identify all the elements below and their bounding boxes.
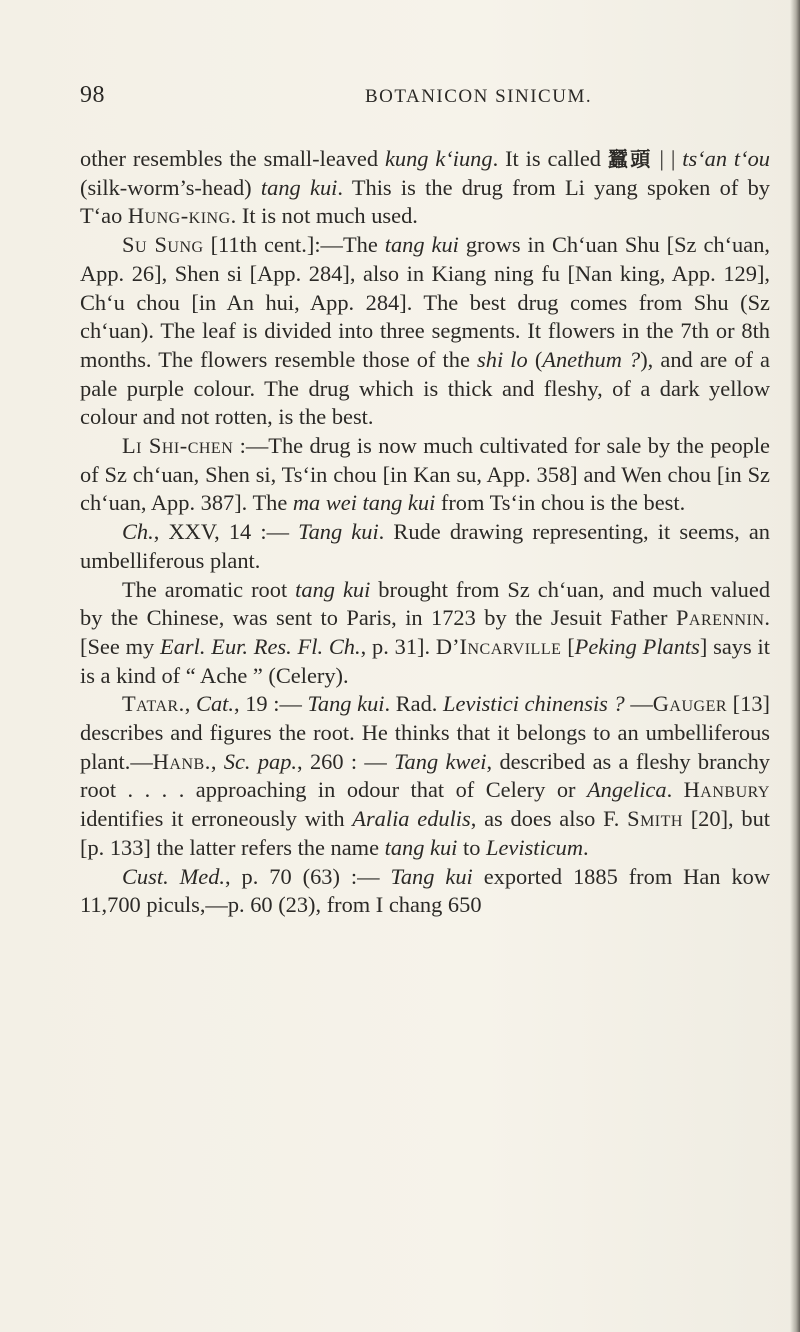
text-run: [20], but [p. 133] the latter refers the name [80, 806, 770, 860]
italic-term: Anethum ? [542, 346, 641, 372]
italic-term: Cust. Med. [122, 863, 225, 889]
italic-term: Aralia edulis [352, 806, 471, 832]
text-run: . Rude drawing representing, it seems, an umbelliferous plant. [80, 519, 770, 573]
text-run: . It is not much used. [230, 203, 418, 229]
text-run: , p. 31]. D’ [360, 633, 460, 659]
text-run: , 19 :— [233, 691, 308, 717]
author-name: Smith [627, 806, 683, 832]
text-run: identifies it erroneously with [80, 806, 353, 832]
text-run: . [583, 834, 589, 860]
paragraph-su-sung [80, 231, 770, 432]
author-name: Parennin [675, 605, 765, 631]
italic-term: Tang kui [390, 863, 473, 889]
text-run: . Rad. [384, 691, 444, 717]
text-run: . This is the drug from Li yang spoken of by T‘ao [80, 174, 770, 229]
text-run: , described as a fleshy branchy root . . . . approaching in odour that of Celery or [80, 748, 770, 803]
text-run: , XXV, 14 :— [153, 519, 299, 545]
page-edge-shadow [790, 0, 800, 1332]
italic-term: Angelica [586, 777, 667, 803]
body-text [80, 145, 770, 920]
running-title: BOTANICON SINICUM. [365, 86, 593, 107]
text-run: :—The drug is now much cultivated for sale by the people of Sz ch‘uan, Shen si, Ts‘in chou [in Kan su, App. 358] and Wen chou [in Sz ch‘uan, App. 387]. The [80, 433, 770, 516]
paragraph-aromatic-root [80, 576, 770, 691]
text-run: , as does also F. [470, 806, 628, 832]
text-run: [11th cent.]:—The [203, 232, 385, 258]
italic-term: Ch. [122, 519, 154, 545]
italic-term: Cat. [196, 691, 234, 717]
text-run: . [666, 777, 684, 803]
paragraph-li-shi-chen [80, 432, 770, 518]
author-name: Su Sung [122, 232, 204, 258]
text-run: ( [527, 346, 543, 372]
text-run: brought from Sz ch‘uan, and much valued by the Chinese, was sent to Paris, in 1723 by the Jesuit Father [80, 576, 771, 631]
text-run: grows in Ch‘uan Shu [Sz ch‘uan, App. 26], Shen si [App. 284], also in Kiang ning fu [Nan king, App. 129], Ch‘u chou [in An hui, App. 284]. The best drug comes from Shu (Sz ch‘uan). The leaf is divided into three segments. It flowers in the 7th or 8th months. The flowers resemble those of the [80, 232, 770, 372]
text-run: — [624, 691, 653, 717]
author-name: Gauger [652, 691, 728, 717]
text-run: . [See my [80, 605, 770, 659]
text-run: [ [561, 633, 575, 659]
page-number: 98 [80, 82, 105, 108]
italic-term: ts‘an t‘ou [682, 146, 770, 171]
author-name: Hung-king [127, 203, 231, 229]
text-run: | | [652, 146, 683, 171]
italic-term: tang kui [384, 834, 458, 860]
italic-term: Sc. pap. [223, 748, 298, 774]
text-run: , 260 : — [297, 748, 395, 774]
text-run: [13] describes and figures the root. He thinks that it belongs to an umbelliferous plant.— [80, 691, 770, 774]
text-run: . It is called [492, 146, 608, 171]
text-run: (silk-worm’s-head) [80, 174, 261, 200]
italic-term: Levisticum [486, 834, 584, 860]
italic-term: tang kui [260, 174, 338, 200]
text-run: from Ts‘in chou is the best. [435, 490, 686, 516]
paragraph-cust-med [80, 863, 770, 920]
page-header [80, 82, 800, 112]
text-run: other resembles the small-leaved [80, 146, 385, 171]
italic-term: Tang kui [298, 519, 379, 545]
author-name: Incarville [459, 633, 562, 659]
author-name: Li Shi-chen [122, 433, 234, 459]
italic-term: shi lo [477, 346, 528, 372]
italic-term: Tang kui [307, 691, 385, 717]
italic-term: Earl. Eur. Res. Fl. Ch. [160, 633, 361, 659]
author-name: Hanbury [683, 777, 770, 803]
italic-term: Levistici chinensis ? [443, 691, 625, 717]
italic-term: Tang kwei [394, 748, 487, 774]
chinese-characters: 蠶頭 [607, 147, 653, 171]
text-run: ] says it is a kind of “ Ache ” (Celery). [80, 633, 770, 688]
author-name: Tatar. [122, 691, 185, 717]
italic-term: tang kui [384, 232, 459, 258]
paragraph-continuation [80, 145, 770, 231]
text-run: , p. 70 (63) :— [225, 863, 391, 889]
italic-term: kung k‘iung [384, 146, 493, 171]
text-run: , [184, 691, 197, 717]
text-run: to [457, 834, 487, 860]
italic-term: tang kui [295, 576, 371, 602]
text-run: The aromatic root [122, 576, 296, 602]
paragraph-ch-xxv [80, 518, 770, 575]
italic-term: Peking Plants [574, 633, 700, 659]
text-run: , [210, 748, 224, 774]
text-run: exported 1885 from Han kow 11,700 piculs,—p. 60 (23), from I chang 650 [80, 863, 770, 918]
paragraph-tatar [80, 690, 770, 862]
italic-term: ma wei tang kui [292, 490, 436, 516]
text-run: ), and are of a pale purple colour. The drug which is thick and fleshy, of a dark yellow colour and not rotten, is the best. [80, 346, 770, 430]
author-name: Hanb. [152, 748, 211, 774]
